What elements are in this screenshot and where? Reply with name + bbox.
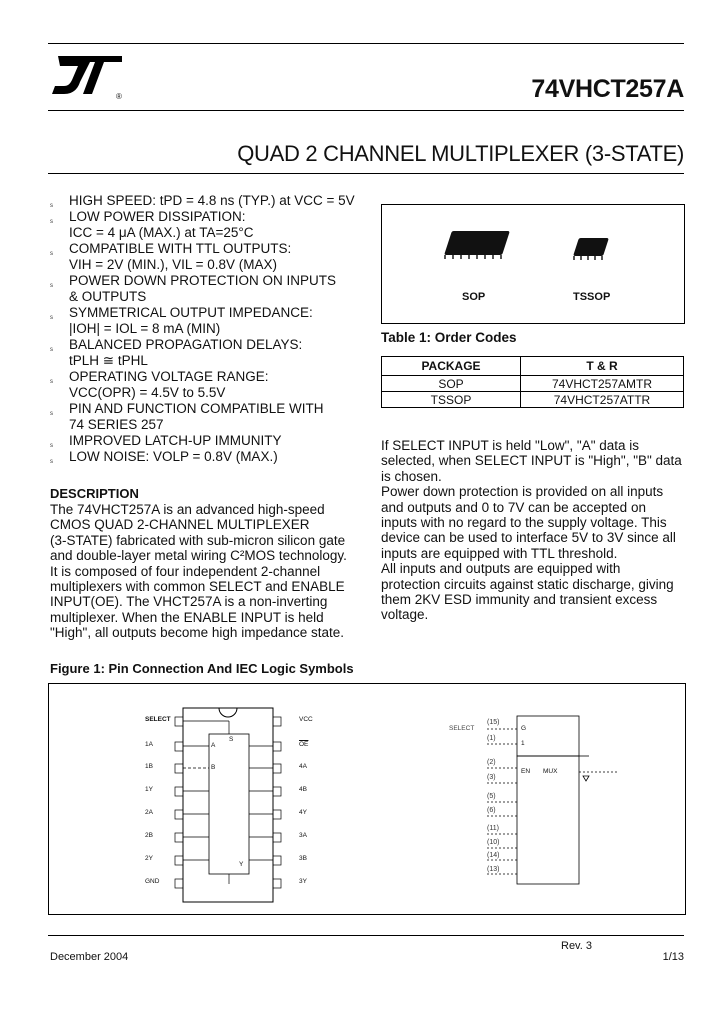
- package-images: [381, 204, 685, 324]
- pin-label-1a: 1A: [145, 741, 153, 748]
- feature-item-cont: & OUTPUTS: [69, 289, 147, 304]
- logic-label-g: G: [521, 725, 527, 732]
- package-cell: SOP: [382, 376, 521, 392]
- pin-label-2b: 2B: [145, 832, 153, 839]
- left-pin-boxes: [175, 717, 183, 888]
- pin-label-3a: 3A: [299, 832, 307, 839]
- tssop-package-image: [573, 238, 609, 256]
- feature-item-cont: VIH = 2V (MIN.), VIL = 0.8V (MAX): [69, 257, 278, 272]
- logic-pin-2: (2): [487, 759, 496, 766]
- pin-label-1y: 1Y: [145, 786, 153, 793]
- logic-pin-11: (11): [487, 825, 499, 832]
- chip-label-y: Y: [239, 861, 244, 868]
- right-column-text: If SELECT INPUT is held "Low", "A" data is selected, when SELECT INPUT is "High", "B" data is chosen. Power down protection is provided on all inputs and outputs and 0 to 7V can be accepted on inputs with no regard to the supply voltage. This device can be used to interface 5V to 3V since all inputs are equipped with TTL threshold. All inputs and outputs are equipped with protection circuits against static discharge, giving them 2KV ESD immunity and transient excess voltage.: [381, 438, 682, 623]
- logic-pin-14: (14): [487, 852, 500, 859]
- header-package: PACKAGE: [382, 357, 521, 376]
- package-cell: TSSOP: [382, 392, 521, 408]
- feature-item: s LOW POWER DISSIPATION:: [50, 209, 370, 225]
- description-heading: DESCRIPTION: [50, 486, 139, 501]
- feature-item-cont: ICC = 4 μA (MAX.) at TA=25°C: [69, 225, 254, 240]
- pin-label-select: SELECT: [145, 716, 171, 723]
- logic-label-1: 1: [521, 740, 525, 747]
- title-rule: [48, 173, 684, 174]
- logic-label-en: EN: [521, 768, 531, 775]
- sop-package-image: [444, 231, 510, 255]
- feature-item: s OPERATING VOLTAGE RANGE:: [50, 369, 370, 385]
- feature-item: s SYMMETRICAL OUTPUT IMPEDANCE:: [50, 305, 370, 321]
- feature-item-cont: VCC(OPR) = 4.5V to 5.5V: [69, 385, 226, 400]
- top-rule: [48, 43, 684, 44]
- description-text: The 74VHCT257A is an advanced high-speed CMOS QUAD 2-CHANNEL MULTIPLEXER (3-STATE) fabricated with sub-micron silicon gate and double-layer metal wiring C²MOS technology. It is composed of four independent 2-channel multiplexers with common SELECT and ENABLE INPUT(OE). The VHCT257A is a non-inverting multiplexer. When the ENABLE INPUT is held "High", all outputs become high impedance state.: [50, 502, 347, 641]
- logic-label-select: SELECT: [449, 725, 475, 732]
- iec-logic-symbol: [487, 716, 619, 884]
- bullet-icon: s: [50, 219, 53, 225]
- logic-pin-1: (1): [487, 735, 496, 742]
- logic-pin-6: (6): [487, 807, 496, 814]
- bullet-icon: s: [50, 347, 53, 353]
- sop-label: SOP: [462, 291, 486, 303]
- logic-label-mux: MUX: [543, 768, 558, 775]
- pin-label-4y: 4Y: [299, 809, 307, 816]
- revision: Rev. 3: [561, 940, 592, 952]
- bullet-icon: s: [50, 411, 53, 417]
- feature-item-cont: |IOH| = IOL = 8 mA (MIN): [69, 321, 221, 336]
- pin-label-gnd: GND: [145, 878, 160, 885]
- logic-pin-15: (15): [487, 719, 500, 726]
- bullet-icon: s: [50, 459, 53, 465]
- feature-item: s LOW NOISE: VOLP = 0.8V (MAX.): [50, 449, 370, 465]
- logic-pin-10: (10): [487, 839, 500, 846]
- chip-label-b: B: [211, 764, 216, 771]
- right-pin-boxes: [273, 717, 281, 888]
- header-tr: T & R: [521, 357, 684, 376]
- pin-label-oe: $\overline{OE}$: [299, 741, 309, 748]
- pin-label-3y: 3Y: [299, 878, 307, 885]
- logic-pin-5: (5): [487, 793, 496, 800]
- bullet-icon: s: [50, 443, 53, 449]
- footer-date: December 2004: [50, 951, 129, 963]
- feature-item-cont: tPLH ≅ tPHL: [69, 353, 148, 368]
- figure-box: [48, 683, 686, 915]
- pin-label-4a: 4A: [299, 763, 307, 770]
- feature-item: s BALANCED PROPAGATION DELAYS:: [50, 337, 370, 353]
- pin-label-vcc: VCC: [299, 716, 313, 723]
- order-codes-table: [381, 356, 684, 408]
- feature-item: s IMPROVED LATCH-UP IMMUNITY: [50, 433, 370, 449]
- bullet-icon: s: [50, 203, 53, 209]
- pin-label-4b: 4B: [299, 786, 307, 793]
- page-number: 1/13: [662, 951, 684, 963]
- logic-pin-3: (3): [487, 774, 496, 781]
- part-number: 74VHCT257A: [531, 75, 684, 103]
- pin-label-2y: 2Y: [145, 855, 153, 862]
- logic-pin-13: (13): [487, 866, 500, 873]
- feature-item: s HIGH SPEED: tPD = 4.8 ns (TYP.) at VCC = 5V: [50, 193, 370, 209]
- bullet-icon: s: [50, 315, 53, 321]
- bullet-icon: s: [50, 379, 53, 385]
- figure-caption: Figure 1: Pin Connection And IEC Logic Symbols: [50, 661, 354, 676]
- order-code-cell: 74VHCT257AMTR: [521, 376, 684, 392]
- order-code-cell: 74VHCT257ATTR: [521, 392, 684, 408]
- document-title: QUAD 2 CHANNEL MULTIPLEXER (3-STATE): [237, 141, 684, 166]
- pin-label-1b: 1B: [145, 763, 153, 770]
- table-header-row: [382, 357, 684, 376]
- sop-pins: [444, 255, 502, 259]
- feature-item: s POWER DOWN PROTECTION ON INPUTS: [50, 273, 370, 289]
- table-caption: Table 1: Order Codes: [381, 330, 517, 345]
- feature-item: s PIN AND FUNCTION COMPATIBLE WITH: [50, 401, 370, 417]
- table-row: [382, 392, 684, 408]
- header-rule: [48, 110, 684, 111]
- bullet-icon: s: [50, 283, 53, 289]
- feature-item-cont: 74 SERIES 257: [69, 417, 164, 432]
- chip-label-a: A: [211, 742, 216, 749]
- tssop-label: TSSOP: [573, 291, 611, 303]
- footer-rule: [48, 935, 684, 936]
- feature-item: s COMPATIBLE WITH TTL OUTPUTS:: [50, 241, 370, 257]
- chip-label-s: S: [229, 736, 234, 743]
- registered-mark: ®: [116, 92, 122, 101]
- pin-label-3b: 3B: [299, 855, 307, 862]
- tssop-pins: [573, 256, 603, 260]
- features-list: [50, 193, 370, 465]
- pin-label-2a: 2A: [145, 809, 153, 816]
- table-row: [382, 376, 684, 392]
- bullet-icon: s: [50, 251, 53, 257]
